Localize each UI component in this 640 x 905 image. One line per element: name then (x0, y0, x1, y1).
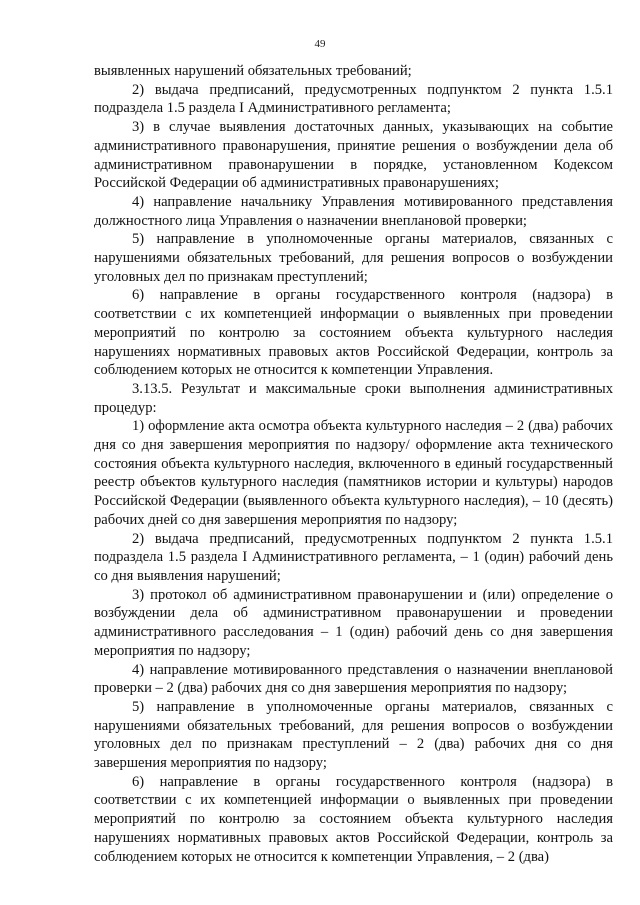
paragraph-item-4-unscheduled-inspection: 4) направление начальнику Управления мотивированного представления должностного лица Управления о назначении внеплановой проверки; (94, 193, 613, 229)
paragraph-result-4-representation: 4) направление мотивированного представления о назначении внеплановой проверки – 2 (два) рабочих дня со дня завершения мероприятия по надзору; (94, 661, 613, 697)
paragraph-item-5-criminal-cases: 5) направление в уполномоченные органы материалов, связанных с нарушениями обязательных требований, для решения вопросов о возбуждении уголовных дел по признакам преступлений; (94, 231, 613, 285)
paragraph-item-6-supervision-bodies: 6) направление в органы государственного контроля (надзора) в соответствии с их компетенцией информации о выявленных при проведении мероприятий по контролю за состоянием объекта культурного наследия нарушениях нормативных правовых актов Российской Федерации, контроль за соблюдением которых не относится к компетенции Управления. (94, 287, 613, 379)
paragraph-continuation: выявленных нарушений обязательных требований; (94, 63, 412, 79)
paragraph-item-2-prescriptions: 2) выдача предписаний, предусмотренных подпунктом 2 пункта 1.5.1 подраздела 1.5 раздела I Административного регламента; (94, 81, 613, 117)
document-body (94, 62, 613, 866)
paragraph-result-6-information: 6) направление в органы государственного контроля (надзора) в соответствии с их компетенцией информации о выявленных при проведении мероприятий по контролю за состоянием объекта культурного наследия нарушениях нормативных правовых актов Российской Федерации, контроль за соблюдением которых не относится к компетенции Управления, – 2 (два) (94, 773, 613, 865)
paragraph-section-3-13-5: 3.13.5. Результат и максимальные сроки выполнения административных процедур: (94, 380, 613, 416)
paragraph-result-2-prescriptions: 2) выдача предписаний, предусмотренных подпунктом 2 пункта 1.5.1 подраздела 1.5 раздела I Административного регламента, – 1 (один) рабочий день со дня выявления нарушений; (94, 530, 613, 584)
paragraph-item-3-administrative-case: 3) в случае выявления достаточных данных, указывающих на событие административного правонарушения, принятие решения о возбуждении дела об административном правонарушении в порядке, установленном Кодексом Российской Федерации об административных правонарушениях; (94, 119, 613, 192)
paragraph-result-1-inspection-act: 1) оформление акта осмотра объекта культурного наследия – 2 (два) рабочих дня со дня завершения мероприятия по надзору/ оформление акта технического состояния объекта культурного наследия, включенного в единый государственный реестр объектов культурного наследия (памятников истории и культуры) народов Российской Федерации (выявленного объекта культурного наследия), – 10 (десять) рабочих дней со дня завершения мероприятия по надзору; (94, 418, 613, 528)
paragraph-result-3-protocol: 3) протокол об административном правонарушении и (или) определение о возбуждении дела об административном правонарушении и проведении административного расследования – 1 (один) рабочий день со дня завершения мероприятия по надзору; (94, 586, 613, 659)
paragraph-result-5-materials: 5) направление в уполномоченные органы материалов, связанных с нарушениями обязательных требований, для решения вопросов о возбуждении уголовных дел по признакам преступлений – 2 (два) рабочих дня со дня завершения мероприятия по надзору; (94, 698, 613, 772)
page-number: 49 (314, 38, 326, 50)
